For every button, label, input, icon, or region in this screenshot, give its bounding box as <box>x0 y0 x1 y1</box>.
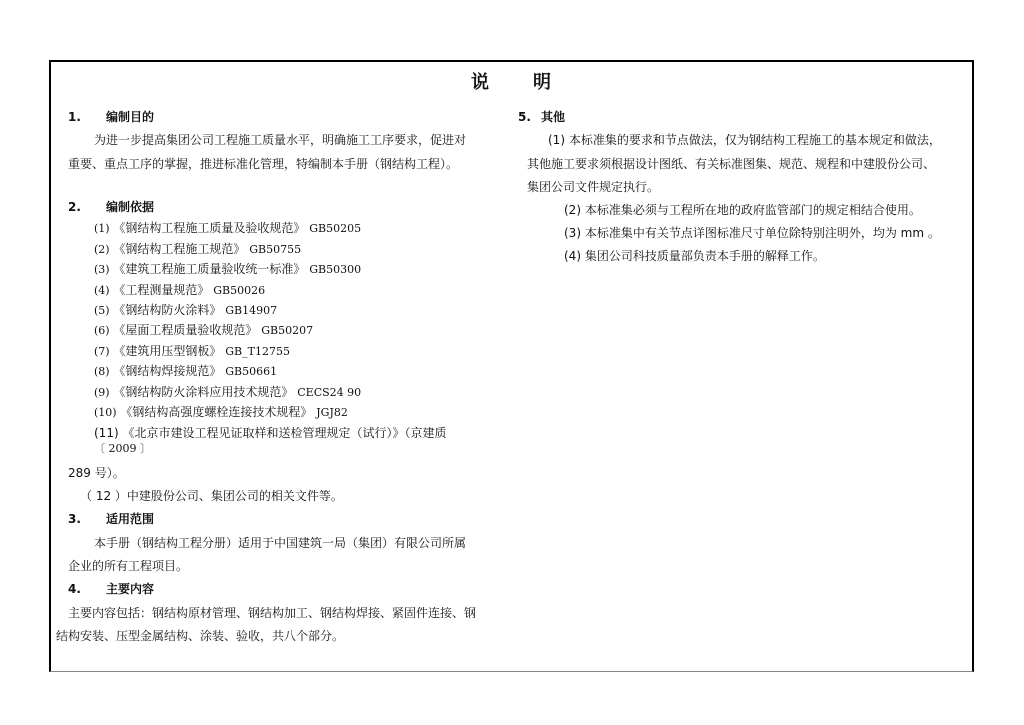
reference-item: (10) 《钢结构高强度螺栓连接技术规程》 JGJ82 <box>94 405 348 419</box>
reference-item: (6) 《屋面工程质量验收规范》 GB50207 <box>94 323 314 337</box>
section-4-paragraph-line-1: 主要内容包括：钢结构原材管理、钢结构加工、钢结构焊接、紧固件连接、钢 <box>68 606 477 620</box>
reference-item: (4) 《工程测量规范》 GB50026 <box>94 283 266 297</box>
reference-item-11-line-3: 289 号）。 <box>68 466 125 480</box>
section-5-item-1-line-2: 其他施工要求须根据设计图纸、有关标准图集、规范、规程和中建股份公司、 <box>527 157 936 171</box>
section-3-number: 3. <box>68 512 81 526</box>
section-3-heading: 适用范围 <box>106 512 155 526</box>
section-5-item-1-line-1: (1) 本标准集的要求和节点做法，仅为钢结构工程施工的基本规定和做法， <box>548 133 941 147</box>
section-5-item-2: (2) 本标准集必须与工程所在地的政府监管部门的规定相结合使用。 <box>564 203 921 217</box>
section-4-heading: 主要内容 <box>106 582 155 596</box>
reference-item: (5) 《钢结构防火涂料》 GB14907 <box>94 303 278 317</box>
section-2-number: 2. <box>68 200 81 214</box>
section-5-item-1-line-3: 集团公司文件规定执行。 <box>527 180 660 194</box>
reference-item-12: （ 12 ）中建股份公司、集团公司的相关文件等。 <box>80 489 343 503</box>
section-1-paragraph-line-1: 为进一步提高集团公司工程施工质量水平，明确施工工序要求，促进对 <box>94 133 467 147</box>
reference-item-11-line-2: 〔 2009 〕 <box>94 442 151 455</box>
section-5-heading: 其他 <box>541 110 566 124</box>
section-1-heading: 编制目的 <box>106 110 155 124</box>
section-3-paragraph-line-2: 企业的所有工程项目。 <box>68 559 189 573</box>
section-5-item-3: (3) 本标准集中有关节点详图标准尺寸单位除特别注明外，均为 mm 。 <box>564 226 940 240</box>
title-char-2: 明 <box>533 72 553 93</box>
reference-item: (2) 《钢结构工程施工规范》 GB50755 <box>94 242 302 256</box>
section-4-number: 4. <box>68 582 81 596</box>
section-5-number: 5. <box>518 110 531 124</box>
reference-item: (3) 《建筑工程施工质量验收统一标准》 GB50300 <box>94 262 362 276</box>
section-3-paragraph-line-1: 本手册（钢结构工程分册）适用于中国建筑一局（集团）有限公司所属 <box>94 536 467 550</box>
section-1-number: 1. <box>68 110 81 124</box>
section-5-item-4: (4) 集团公司科技质量部负责本手册的解释工作。 <box>564 249 825 263</box>
title-char-1: 说 <box>471 72 491 93</box>
reference-item: (7) 《建筑用压型钢板》 GB_T12755 <box>94 344 290 358</box>
section-4-paragraph-line-2: 结构安装、压型金属结构、涂装、验收，共八个部分。 <box>56 629 345 643</box>
page-title <box>0 68 1024 94</box>
section-2-heading: 编制依据 <box>106 200 155 214</box>
reference-item: (9) 《钢结构防火涂料应用技术规范》 CECS24 90 <box>94 385 362 399</box>
section-1-paragraph-line-2: 重要、重点工序的掌握，推进标准化管理，特编制本手册（钢结构工程）。 <box>68 157 459 171</box>
reference-item: (8) 《钢结构焊接规范》 GB50661 <box>94 364 278 378</box>
reference-item: (1) 《钢结构工程施工质量及验收规范》 GB50205 <box>94 221 362 235</box>
reference-item-11-line-1: (11) 《北京市建设工程见证取样和送检管理规定（试行）》（京建质 <box>94 426 447 440</box>
